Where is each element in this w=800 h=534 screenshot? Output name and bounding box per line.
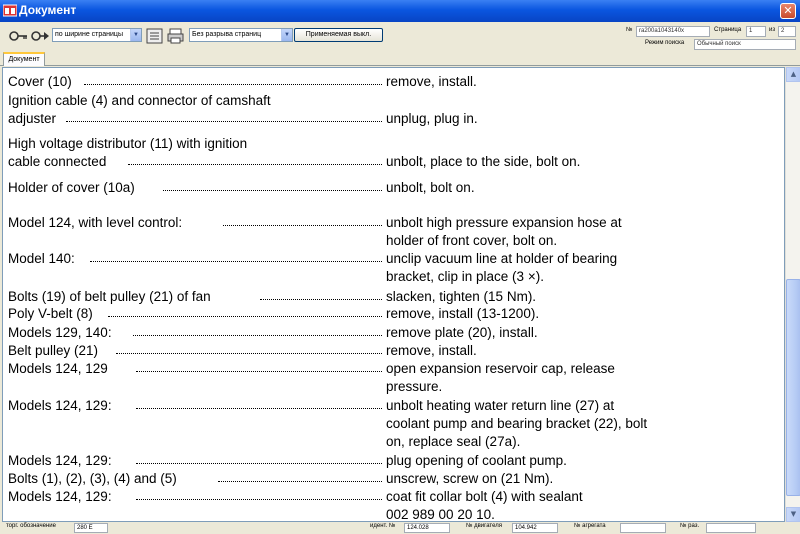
item-label: Models 124, 129: [8,452,115,470]
item-action: pressure. [386,379,443,394]
scroll-down-button[interactable]: ▼ [786,507,800,522]
item-action: unbolt, bolt on. [386,180,475,195]
print-icon[interactable] [167,28,184,44]
page-break-select[interactable] [189,28,293,42]
item-label: Model 124, with level control: [8,214,185,232]
item-label: Bolts (1), (2), (3), (4) and (5) [8,470,180,488]
ident-label: идент. № [370,523,396,529]
item-action: unbolt, place to the side, bolt on. [386,154,581,169]
scroll-thumb[interactable] [786,279,800,496]
leader-dots [260,299,382,300]
apply-button[interactable]: Применяемая выкл. [294,28,383,42]
window-title: Документ [19,3,77,17]
number-label: № раз. [680,523,700,529]
item-label: Poly V-belt (8) [8,305,96,323]
item-label: Cover (10) [8,73,75,91]
item-label: Belt pulley (21) [8,342,101,360]
leader-dots [136,463,382,464]
item-action: coolant pump and bearing bracket (22), bolt [386,416,648,431]
engine-label: № двигателя [466,523,502,529]
tab-strip [0,52,800,66]
item-action: unscrew, screw on (21 Nm). [386,471,554,486]
leader-dots [136,408,382,409]
item-action: plug opening of coolant pump. [386,453,567,468]
item-action: slacken, tighten (15 Nm). [386,289,537,304]
item-action: remove, install. [386,343,477,358]
total-pages-field: 2 [778,26,796,37]
item-label: Models 124, 129 [8,360,111,378]
search-mode-label: Режим поиска [645,40,685,46]
item-action: remove plate (20), install. [386,325,538,340]
app-icon [3,4,17,17]
number-field [706,523,756,533]
page-view-icon[interactable] [146,28,163,44]
item-label: Ignition cable (4) and connector of camshaft [8,92,274,110]
item-action: open expansion reservoir cap, release [386,361,615,376]
item-action: unbolt high pressure expansion hose at [386,215,622,230]
item-action: bracket, clip in place (3 ×). [386,269,544,284]
model-label: торг. обозначение [6,523,56,529]
item-label: adjuster [8,110,59,128]
item-action: unbolt heating water return line (27) at [386,398,615,413]
leader-dots [133,335,382,336]
item-label: Holder of cover (10a) [8,179,138,197]
chevron-down-icon[interactable]: ▼ [130,29,141,41]
page-label: Страница [714,27,742,33]
vertical-scrollbar[interactable] [785,67,800,522]
leader-dots [128,164,382,165]
ident-field: 124.028 [404,523,450,533]
doc-number-field[interactable]: ra200a1043140x [636,26,710,37]
item-action: 002 989 00 20 10. [386,507,495,522]
tab-document[interactable]: Документ [3,52,45,66]
item-action: coat fit collar bolt (4) with sealant [386,489,583,504]
leader-dots [116,353,382,354]
item-action: unplug, plug in. [386,111,478,126]
engine-field: 104.942 [512,523,558,533]
item-action: on, replace seal (27a). [386,434,521,449]
item-label: cable connected [8,153,109,171]
title-bar[interactable] [0,0,800,22]
item-action: holder of front cover, bolt on. [386,233,558,248]
leader-dots [136,371,382,372]
page-number-field[interactable]: 1 [746,26,766,37]
item-action: remove, install (13-1200). [386,306,540,321]
document-content[interactable] [2,67,785,522]
item-action: remove, install. [386,74,477,89]
item-label: Models 124, 129: [8,488,115,506]
item-label: Models 124, 129: [8,397,115,415]
leader-dots [218,481,382,482]
toolbar [0,22,800,52]
model-field: 280 E [74,523,108,533]
page-break-select-value: Без разрыва страниц [192,31,262,38]
leader-dots [163,190,382,191]
unit-field [620,523,666,533]
item-action: unclip vacuum line at holder of bearing [386,251,618,266]
search-mode-field[interactable]: Обычный поиск [694,39,796,50]
of-label: из [769,27,776,33]
zoom-select-value: по ширине страницы [55,31,123,38]
scroll-up-button[interactable]: ▲ [786,67,800,82]
leader-dots [136,499,382,500]
chevron-down-icon[interactable]: ▼ [281,29,292,41]
search-next-icon[interactable] [30,28,50,44]
item-label: High voltage distributor (11) with ignition [8,135,250,153]
item-label: Models 129, 140: [8,324,115,342]
leader-dots [90,261,382,262]
search-key-icon[interactable] [8,28,28,44]
item-label: Model 140: [8,250,78,268]
item-label: Bolts (19) of belt pulley (21) of fan [8,288,214,306]
status-bar [0,522,800,534]
close-button[interactable]: ✕ [780,3,796,19]
doc-number-label: № [626,27,633,33]
leader-dots [84,84,382,85]
leader-dots [108,316,382,317]
leader-dots [223,225,382,226]
zoom-select[interactable] [52,28,142,42]
leader-dots [66,121,382,122]
unit-label: № агрегата [574,523,606,529]
